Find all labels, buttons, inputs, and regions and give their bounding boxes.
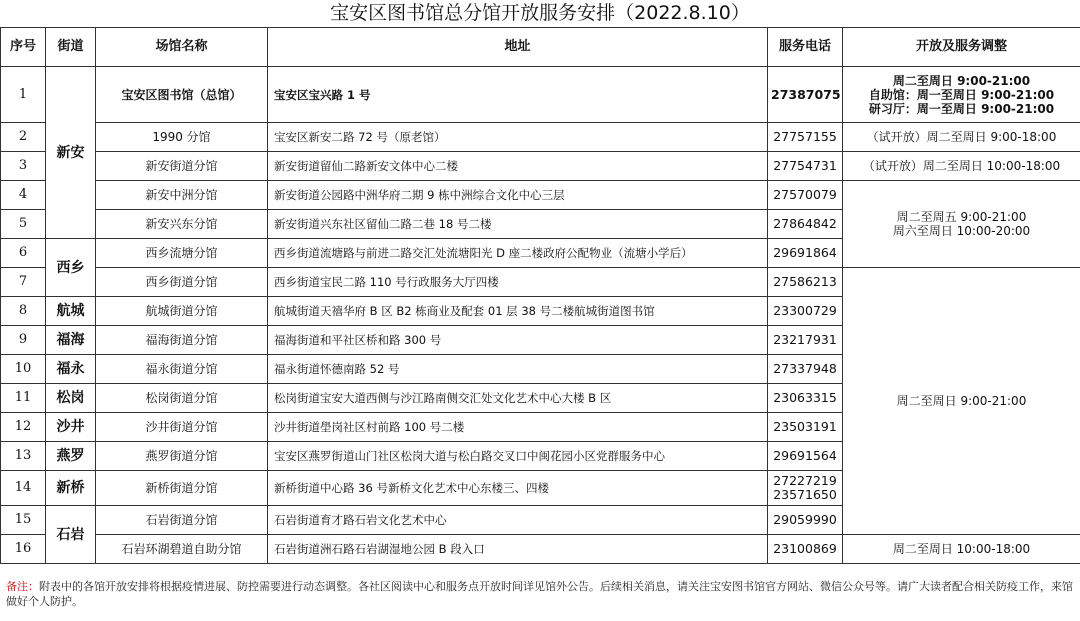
venue-name: 福海街道分馆 <box>96 326 268 355</box>
venue-name: 燕罗街道分馆 <box>96 442 268 471</box>
hours-cell <box>843 67 1080 123</box>
row-number: 1 <box>1 67 46 123</box>
venue-name: 石岩环湖碧道自助分馆 <box>96 535 268 564</box>
header-street: 街道 <box>46 28 96 67</box>
address: 西乡街道流塘路与前进二路交汇处流塘阳光 D 座二楼政府公配物业（流塘小学后） <box>268 239 768 268</box>
table-row <box>1 152 1080 181</box>
venue-name: 松岗街道分馆 <box>96 384 268 413</box>
venue-name: 新桥街道分馆 <box>96 471 268 506</box>
table-row <box>1 181 1080 210</box>
address: 新安街道兴东社区留仙二路二巷 18 号二楼 <box>268 210 768 239</box>
address: 宝安区燕罗街道山门社区松岗大道与松白路交叉口中闽花园小区党群服务中心 <box>268 442 768 471</box>
venue-name: 新安中洲分馆 <box>96 181 268 210</box>
street-cell: 福永 <box>46 355 96 384</box>
header-seq: 序号 <box>1 28 46 67</box>
table-row <box>1 535 1080 564</box>
row-number: 11 <box>1 384 46 413</box>
schedule-table <box>0 27 1080 564</box>
row-number: 2 <box>1 123 46 152</box>
footnote-text: 附表中的各馆开放安排将根据疫情进展、防控需要进行动态调整。各社区阅读中心和服务点开放时间详见馆外公告。后续相关消息，请关注宝安图书馆官方网站、微信公众号等。请广大读者配合相关防疫工作，来馆做好个人防护。 <box>6 580 1073 608</box>
venue-name: 西乡街道分馆 <box>96 268 268 297</box>
phone-cell <box>768 471 843 506</box>
row-number: 4 <box>1 181 46 210</box>
venue-name: 1990 分馆 <box>96 123 268 152</box>
hours-line: 周六至周日 10:00-20:00 <box>892 224 1031 238</box>
address: 沙井街道壆岗社区村前路 100 号二楼 <box>268 413 768 442</box>
address: 宝安区宝兴路 1 号 <box>268 67 768 123</box>
row-number: 12 <box>1 413 46 442</box>
address: 石岩街道育才路石岩文化艺术中心 <box>268 506 768 535</box>
street-cell: 松岗 <box>46 384 96 413</box>
venue-name: 沙井街道分馆 <box>96 413 268 442</box>
hours-line: 自助馆：周一至周日 9:00-21:00 <box>868 87 1055 102</box>
row-number: 14 <box>1 471 46 506</box>
street-cell: 石岩 <box>46 506 96 564</box>
street-cell: 福海 <box>46 326 96 355</box>
venue-name: 新安兴东分馆 <box>96 210 268 239</box>
address: 福永街道怀德南路 52 号 <box>268 355 768 384</box>
row-number: 16 <box>1 535 46 564</box>
row-number: 7 <box>1 268 46 297</box>
row-number: 13 <box>1 442 46 471</box>
venue-name: 西乡流塘分馆 <box>96 239 268 268</box>
phone: 27864842 <box>768 210 843 239</box>
address: 航城街道天禧华府 B 区 B2 栋商业及配套 01 层 38 号二楼航城街道图书馆 <box>268 297 768 326</box>
phone: 27570079 <box>768 181 843 210</box>
phone: 23100869 <box>768 535 843 564</box>
row-number: 8 <box>1 297 46 326</box>
street-cell: 沙井 <box>46 413 96 442</box>
phone: 29059990 <box>768 506 843 535</box>
venue-name: 福永街道分馆 <box>96 355 268 384</box>
hours-line: 研习厅：周一至周日 9:00-21:00 <box>868 101 1055 116</box>
phone: 29691864 <box>768 239 843 268</box>
phone: 23300729 <box>768 297 843 326</box>
header-hours: 开放及服务调整 <box>843 28 1080 67</box>
footnote-label: 备注： <box>6 580 39 593</box>
phone-secondary: 23571650 <box>773 487 837 502</box>
street-cell: 西乡 <box>46 239 96 297</box>
hours-line: 周二至周五 9:00-21:00 <box>896 210 1027 224</box>
header-address: 地址 <box>268 28 768 67</box>
header-phone: 服务电话 <box>768 28 843 67</box>
venue-name: 石岩街道分馆 <box>96 506 268 535</box>
header-venue: 场馆名称 <box>96 28 268 67</box>
phone: 29691564 <box>768 442 843 471</box>
page-title: 宝安区图书馆总分馆开放服务安排（2022.8.10） <box>330 2 750 24</box>
row-number: 5 <box>1 210 46 239</box>
phone: 27586213 <box>768 268 843 297</box>
venue-name: 宝安区图书馆（总馆） <box>96 67 268 123</box>
street-cell: 航城 <box>46 297 96 326</box>
hours-cell: 周二至周日 10:00-18:00 <box>843 535 1080 564</box>
row-number: 3 <box>1 152 46 181</box>
phone: 27754731 <box>768 152 843 181</box>
row-number: 15 <box>1 506 46 535</box>
phone: 27227219 <box>773 473 837 488</box>
address: 新桥街道中心路 36 号新桥文化艺术中心东楼三、四楼 <box>268 471 768 506</box>
hours-cell: （试开放）周二至周日 9:00-18:00 <box>843 123 1080 152</box>
table-row <box>1 123 1080 152</box>
street-cell: 燕罗 <box>46 442 96 471</box>
hours-cell: 周二至周日 9:00-21:00 <box>843 268 1080 535</box>
address: 石岩街道洲石路石岩湖湿地公园 B 段入口 <box>268 535 768 564</box>
phone: 23217931 <box>768 326 843 355</box>
address: 西乡街道宝民二路 110 号行政服务大厅四楼 <box>268 268 768 297</box>
address: 新安街道公园路中洲华府二期 9 栋中洲综合文化中心三层 <box>268 181 768 210</box>
hours-line: 周二至周日 9:00-21:00 <box>892 73 1031 88</box>
phone: 27337948 <box>768 355 843 384</box>
phone: 23063315 <box>768 384 843 413</box>
table-row <box>1 67 1080 123</box>
hours-cell <box>843 181 1080 268</box>
row-number: 6 <box>1 239 46 268</box>
venue-name: 新安街道分馆 <box>96 152 268 181</box>
address: 新安街道留仙二路新安文体中心二楼 <box>268 152 768 181</box>
table-row <box>1 268 1080 297</box>
table-header-row <box>1 28 1080 67</box>
venue-name: 航城街道分馆 <box>96 297 268 326</box>
phone: 27387075 <box>768 67 843 123</box>
address: 松岗街道宝安大道西侧与沙江路南侧交汇处文化艺术中心大楼 B 区 <box>268 384 768 413</box>
address: 福海街道和平社区桥和路 300 号 <box>268 326 768 355</box>
address: 宝安区新安二路 72 号（原老馆） <box>268 123 768 152</box>
phone: 23503191 <box>768 413 843 442</box>
street-cell: 新桥 <box>46 471 96 506</box>
phone: 27757155 <box>768 123 843 152</box>
street-cell: 新安 <box>46 67 96 239</box>
footnote <box>0 575 1080 613</box>
row-number: 10 <box>1 355 46 384</box>
row-number: 9 <box>1 326 46 355</box>
hours-cell: （试开放）周二至周日 10:00-18:00 <box>843 152 1080 181</box>
